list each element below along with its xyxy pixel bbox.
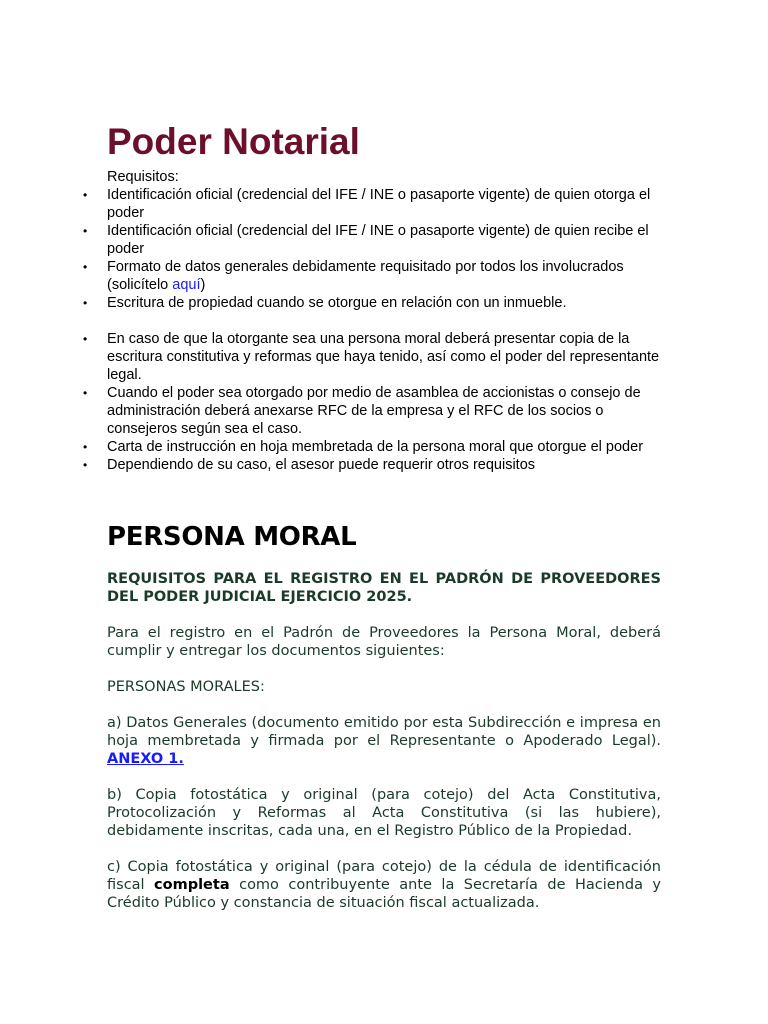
list-item: • En caso de que la otorgante sea una persona moral deberá presentar copia de la escritura constitutiva y reformas que haya tenido, así como el poder del representante legal.	[107, 330, 661, 384]
requisitos-label: Requisitos:	[107, 169, 179, 185]
document-page	[107, 118, 661, 911]
requirement-a-text: a) Datos Generales (documento emitido por esta Subdirección e impresa en hoja membretada y firmada por el Representante o Apoderado Legal).	[107, 715, 661, 749]
list-item	[107, 258, 661, 294]
requirement-c-post: como contribuyente ante la Secretaría de Hacienda y Crédito Público y constancia de situación fiscal actualizada.	[107, 877, 661, 911]
requirement-c	[107, 858, 661, 912]
solicitelo-link[interactable]: aquí	[172, 277, 201, 293]
intro-paragraph: Para el registro en el Padrón de Proveedores la Persona Moral, deberá cumplir y entregar los documentos siguientes:	[107, 625, 661, 659]
list-item-text: Formato de datos generales debidamente requisitado por todos los involucrados (solicítelo	[107, 259, 624, 293]
persona-moral-section	[107, 570, 661, 930]
list-item: • Identificación oficial (credencial del IFE / INE o pasaporte vigente) de quien recibe el poder	[107, 222, 661, 258]
list-item: • Cuando el poder sea otorgado por medio de asamblea de accionistas o consejo de administración deberá anexarse RFC de la empresa y el RFC de los socios o consejeros según sea el caso.	[107, 384, 661, 438]
section-title-persona-moral: PERSONA MORAL	[107, 522, 357, 552]
sub-heading: PERSONAS MORALES:	[107, 679, 265, 695]
requirement-c-pre: c) Copia fotostática y original (para cotejo) de la cédula de identificación fiscal	[107, 859, 661, 893]
requirement-c-bold: completa	[154, 877, 230, 893]
requirements-list-moral	[107, 330, 661, 474]
list-item: • Escritura de propiedad cuando se otorgue en relación con un inmueble.	[107, 294, 661, 312]
requirements-list	[107, 186, 661, 312]
requirement-b: b) Copia fotostática y original (para cotejo) del Acta Constitutiva, Protocolización y Reformas al Acta Constitutiva (si las hubiere), debidamente inscritas, cada una, en el Registro Público de la Propiedad.	[107, 787, 661, 839]
list-item: • Carta de instrucción en hoja membretada de la persona moral que otorgue el poder	[107, 438, 661, 456]
list-item: • Identificación oficial (credencial del IFE / INE o pasaporte vigente) de quien otorga el poder	[107, 186, 661, 222]
list-item-text-after: )	[200, 277, 206, 293]
page-title: Poder Notarial	[107, 121, 360, 162]
list-item: • Dependiendo de su caso, el asesor puede requerir otros requisitos	[107, 456, 661, 474]
requirement-a	[107, 714, 661, 768]
anexo-1-link[interactable]: ANEXO 1.	[107, 751, 184, 767]
section-heading: REQUISITOS PARA EL REGISTRO EN EL PADRÓN DE PROVEEDORES DEL PODER JUDICIAL EJERCICIO 2025.	[107, 571, 661, 605]
